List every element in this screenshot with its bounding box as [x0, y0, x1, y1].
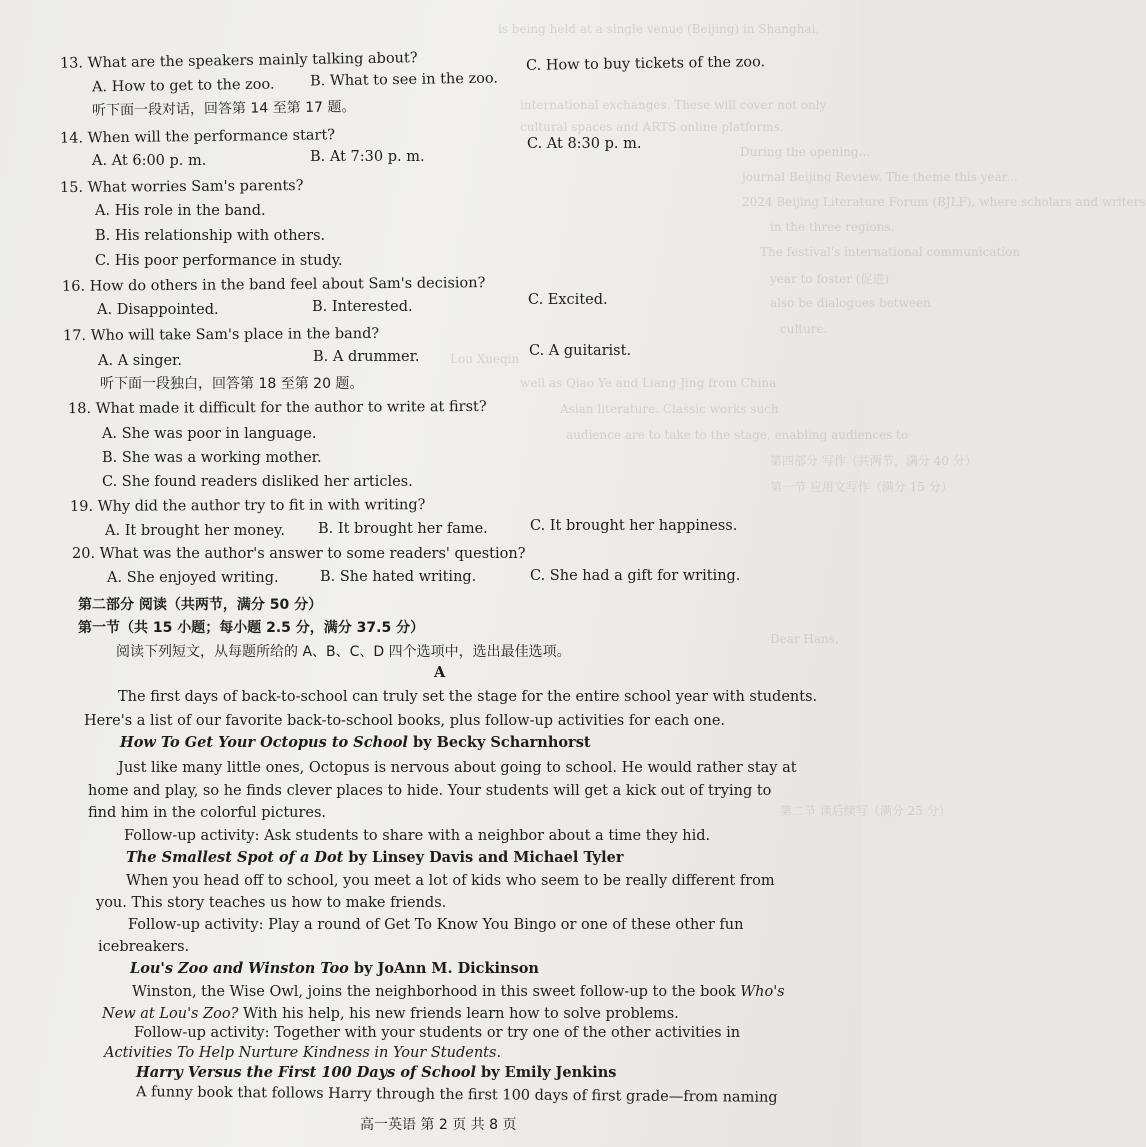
question-19-option-a: A. It brought her money. — [105, 523, 285, 539]
book-title: The Smallest Spot of a Dot — [126, 849, 344, 866]
question-15-option-b: B. His relationship with others. — [95, 228, 326, 244]
bleed-through-line: Asian literature. Classic works such — [560, 402, 779, 416]
question-17-option-a: A. A singer. — [98, 353, 182, 369]
question-20-stem: 20. What was the author's answer to some readers' question? — [72, 546, 526, 562]
book-title-line — [126, 849, 623, 867]
book-activity: icebreakers. — [98, 939, 190, 955]
question-19-stem: 19. Why did the author try to fit in with writing? — [69, 497, 426, 515]
question-19-option-c: C. It brought her happiness. — [530, 518, 738, 534]
book-author: by JoAnn M. Dickinson — [348, 960, 539, 977]
book-description: find him in the colorful pictures. — [88, 805, 327, 821]
question-15-option-c: C. His poor performance in study. — [95, 253, 343, 269]
bleed-through-line: The festival's international communication — [760, 245, 1021, 259]
book-description — [102, 1005, 679, 1023]
book-author: by Linsey Davis and Michael Tyler — [343, 849, 624, 866]
book-title-line — [136, 1064, 616, 1082]
book-activity — [104, 1044, 501, 1062]
question-14-stem: 14. When will the performance start? — [59, 127, 336, 147]
book-author: by Becky Scharnhorst — [407, 734, 591, 751]
question-17-stem: 17. Who will take Sam's place in the band? — [62, 325, 380, 345]
book-title-line — [120, 734, 591, 752]
passage-paragraph: Here's a list of our favorite back-to-school books, plus follow-up activities for each one. — [84, 713, 726, 729]
directions-18-20: 听下面一段独白，回答第 18 至第 20 题。 — [100, 376, 364, 392]
bleed-through-line: culture. — [780, 322, 828, 336]
question-16-option-b: B. Interested. — [312, 299, 413, 315]
question-15-stem: 15. What worries Sam's parents? — [59, 177, 304, 197]
question-13-option-c: C. How to buy tickets of the zoo. — [525, 54, 766, 74]
question-16-option-c: C. Excited. — [528, 292, 608, 308]
book-description — [132, 983, 785, 1001]
book-description: you. This story teaches us how to make friends. — [96, 895, 447, 911]
bleed-through-line: 第一节 应用文写作（满分 15 分） — [770, 480, 953, 494]
book-reference-title: Who's — [740, 984, 785, 1000]
question-20-option-c: C. She had a gift for writing. — [530, 568, 741, 584]
book-title: How To Get Your Octopus to School — [120, 734, 408, 751]
question-14-option-a: A. At 6:00 p. m. — [92, 153, 207, 169]
passage-paragraph: The first days of back-to-school can truly set the stage for the entire school year with students. — [118, 689, 818, 705]
passage-label: A — [434, 664, 446, 681]
page-footer: 高一英语 第 2 页 共 8 页 — [360, 1117, 517, 1133]
question-15-option-a: A. His role in the band. — [95, 203, 266, 219]
book-activity: Follow-up activity: Ask students to share with a neighbor about a time they hid. — [124, 828, 711, 844]
question-16-option-a: A. Disappointed. — [97, 302, 219, 318]
question-18-stem: 18. What made it difficult for the author to write at first? — [67, 398, 487, 418]
question-20-option-a: A. She enjoyed writing. — [107, 570, 279, 586]
bleed-through-line: international exchanges. These will cover not only — [520, 98, 827, 112]
bleed-through-line: also be dialogues between — [770, 296, 931, 310]
book-title-line — [130, 960, 539, 978]
bleed-through-line: well as Qiao Ye and Liang Jing from China — [520, 376, 777, 390]
bleed-through-line: is being held at a single venue (Beijing) in Shanghai, — [498, 22, 820, 36]
bleed-through-line: 2024 Beijing Literature Forum (BJLF), where scholars and writers — [742, 195, 1146, 209]
bleed-through-line: 第二节 读后续写（满分 25 分） — [780, 804, 951, 818]
question-16-stem: 16. How do others in the band feel about Sam's decision? — [61, 275, 486, 295]
bleed-through-line: During the opening... — [740, 145, 871, 159]
bleed-through-line: Dear Hans, — [770, 632, 839, 646]
question-13-stem: 13. What are the speakers mainly talking about? — [59, 50, 418, 72]
question-18-option-c: C. She found readers disliked her articles. — [102, 474, 413, 490]
bleed-through-line: journal Beijing Review. The theme this year... — [742, 170, 1018, 184]
question-17-option-b: B. A drummer. — [313, 349, 420, 365]
part-two-title: 第二部分 阅读（共两节，满分 50 分） — [78, 597, 323, 613]
book-description: Just like many little ones, Octopus is nervous about going to school. He would rather stay at — [118, 760, 797, 776]
question-14-option-c: C. At 8:30 p. m. — [527, 136, 642, 152]
book-description: home and play, so he finds clever places to hide. Your students will get a kick out of trying to — [88, 783, 772, 799]
book-description-text: With his help, his new friends learn how to solve problems. — [238, 1006, 679, 1022]
question-18-option-a: A. She was poor in language. — [102, 426, 317, 442]
book-description: When you head off to school, you meet a lot of kids who seem to be really different from — [126, 873, 775, 889]
question-13-option-b: B. What to see in the zoo. — [309, 70, 499, 90]
book-activity: Follow-up activity: Play a round of Get To Know You Bingo or one of these other fun — [128, 917, 744, 933]
book-description: A funny book that follows Harry through the first 100 days of first grade—from naming — [135, 1084, 778, 1106]
book-description-text: Winston, the Wise Owl, joins the neighborhood in this sweet follow-up to the book — [132, 984, 741, 1000]
question-14-option-b: B. At 7:30 p. m. — [310, 149, 425, 165]
bleed-through-line: in the three regions. — [770, 220, 895, 234]
reading-instruction: 阅读下列短文，从每题所给的 A、B、C、D 四个选项中，选出最佳选项。 — [116, 644, 571, 660]
book-title: Lou's Zoo and Winston Too — [130, 960, 349, 977]
punctuation: . — [496, 1045, 502, 1061]
book-activity: Follow-up activity: Together with your students or try one of the other activities in — [134, 1025, 741, 1041]
question-18-option-b: B. She was a working mother. — [102, 450, 322, 466]
activity-reference-title: Activities To Help Nurture Kindness in Your Students — [104, 1045, 497, 1061]
bleed-through-line: cultural spaces and ARTS online platforms. — [520, 120, 784, 134]
bleed-through-line: 第四部分 写作（共两节，满分 40 分） — [770, 454, 977, 468]
question-19-option-b: B. It brought her fame. — [318, 521, 488, 537]
question-20-option-b: B. She hated writing. — [320, 569, 477, 585]
book-title: Harry Versus the First 100 Days of School — [136, 1064, 476, 1081]
book-author: by Emily Jenkins — [476, 1064, 617, 1081]
directions-14-17: 听下面一段对话，回答第 14 至第 17 题。 — [91, 99, 356, 119]
book-reference-title: New at Lou's Zoo? — [102, 1006, 239, 1022]
question-17-option-c: C. A guitarist. — [529, 343, 632, 359]
question-13-option-a: A. How to get to the zoo. — [91, 76, 275, 96]
bleed-through-line: Lou Xueqin — [450, 352, 520, 366]
section-one-title: 第一节（共 15 小题；每小题 2.5 分，满分 37.5 分） — [78, 620, 425, 636]
bleed-through-line: audience are to take to the stage, enabling audiences to — [566, 428, 909, 442]
bleed-through-line: year to foster (促进) — [770, 272, 890, 286]
